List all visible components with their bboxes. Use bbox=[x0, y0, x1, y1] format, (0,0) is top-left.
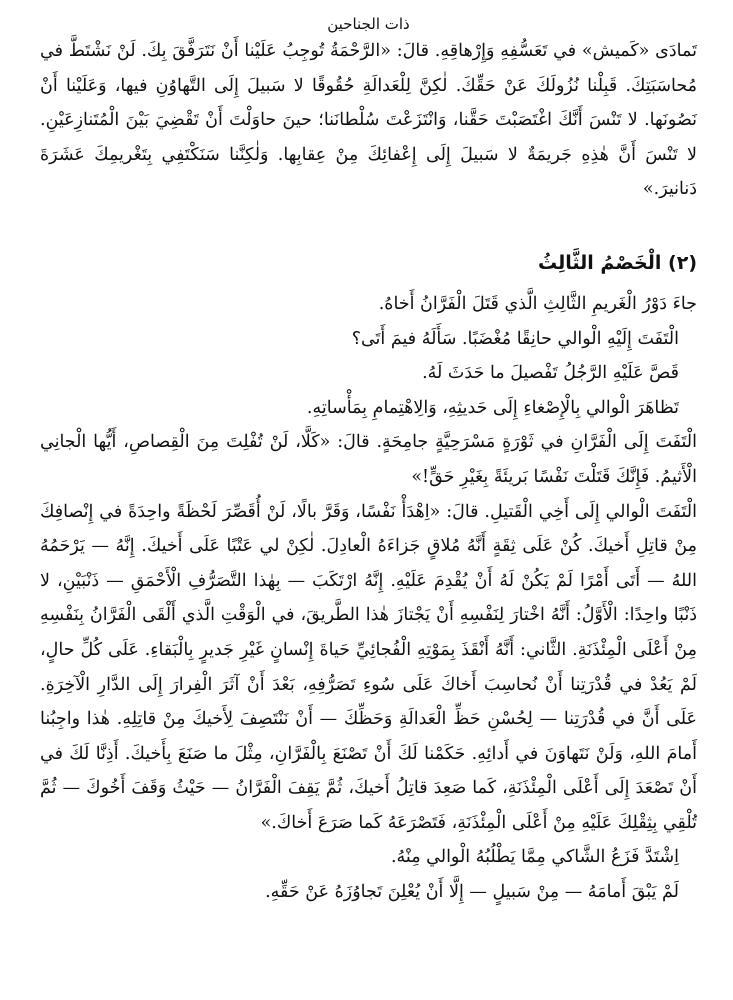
paragraph: قَصَّ عَلَيْهِ الرَّجُلُ تَفْصيلَ ما حَدَثَ لَهُ. bbox=[422, 363, 679, 384]
paragraph: جاءَ دَوْرُ الْغَريمِ الثَّالِثِ الَّذي قَتَلَ الْفَرَّانُ أَخاهُ. bbox=[378, 293, 697, 314]
paragraph: اِشْتَدَّ فَزَعُ الشَّاكي مِمَّا يَطْلُبُهُ الْوالي مِنْهُ. bbox=[390, 847, 679, 868]
paragraph: الْتَفَتَ الْوالي إِلَى أَخِي الْقَتيلِ. قالَ: «اِهْدَأْ نَفْسًا، وَقَرَّ بالًا، لَنْ أُقَصِّرَ لَحْظَةً واحِدَةً في إِنْصافِكَ مِنْ قاتِلِ أَخيكَ. كُنْ عَلَى ثِقَةٍ أَنَّهُ مُلاقٍ جَزاءَهُ الْعادِلَ. لٰكِنْ لي عَتْبًا عَلَى أَخيكَ. إِنَّهُ — يَرْحَمُهُ اللهُ — أَتَى أَمْرًا لَمْ يَكُنْ لَهُ أَنْ يُقْدِمَ عَلَيْهِ. إِنَّهُ ارْتَكَبَ — بِهٰذا التَّصَرُّفِ الْأَحْمَقِ — ذَنْبَيْنِ، لا ذَنْبًا واحِدًا: الْأَوَّلُ: أَنَّهُ اخْتارَ لِنَفْسِهِ أَنْ يَجْتازَ هٰذا الطَّريقَ، في الْوَقْتِ الَّذي أَلْقَى الْفَرَّانُ بِنَفْسِهِ مِنْ أَعْلَى الْمِئْذَنَةِ. الثَّاني: أَنَّهُ أَنْقَذَ بِمَوْتِهِ الْفُجائِيِّ حَياةَ إِنْسانٍ غَيْرِ جَديرٍ بِالْبَقاءِ. عَلَى كُلِّ حالٍ، لَمْ يَعُدْ في قُدْرَتِنا أَنْ نُحاسِبَ أَخاكَ عَلَى سُوءِ تَصَرُّفِهِ، بَعْدَ أَنْ آثَرَ الْفِرارَ إِلَى الدَّارِ الْآخِرَةِ. عَلَى أَنَّ في قُدْرَتِنا — لِحُسْنِ حَظِّ الْعَدالَةِ وَحَظِّكَ — أَنْ نَنْتَصِفَ لِأَخيكَ مِنْ قاتِلِهِ. هٰذا واجِبُنا أَمامَ اللهِ، وَلَنْ نَتَهاوَنَ في أَدائِهِ. حَكَمْنا لَكَ أَنْ تَصْنَعَ بِالْفَرَّانِ، مِثْلَ ما صَنَعَ بِأَخيكَ. أَذِنَّا لَكَ في أَنْ تَصْعَدَ إِلَى أَعْلَى الْمِئْذَنَةِ، كَما صَعِدَ قاتِلُ أَخيكَ، ثُمَّ يَقِفَ الْفَرَّانُ — حَيْثُ وَقَفَ أَخُوكَ — ثُمَّ تُلْقِي بِثِقْلِكَ عَلَيْهِ مِنْ أَعْلَى الْمِئْذَنَةِ، فَتَصْرَعَهُ كَما صَرَعَ أَخاكَ.» bbox=[40, 501, 697, 833]
page-body bbox=[40, 34, 697, 910]
paragraph: الْتَفَتَ إِلَى الْفَرَّانِ في ثَوْرَةٍ مَسْرَحِيَّةٍ جامِحَةٍ. قالَ: «كَلَّا، لَنْ تُفْلِتَ مِنَ الْقِصاصِ، أَيُّها الْجانِي الْأَثيمُ. فَإِنَّكَ قَتَلْتَ نَفْسًا بَريئَةً بِغَيْرِ حَقٍّ!» bbox=[40, 432, 697, 487]
running-header: ذات الجناحين bbox=[327, 15, 410, 33]
paragraph: لَمْ يَبْقَ أَمامَهُ — مِنْ سَبيلٍ — إِلَّا أَنْ يُعْلِنَ تَجاوُزَهُ عَنْ حَقِّهِ. bbox=[265, 882, 679, 903]
section-heading: (٢) الْخَصْمُ الثَّالِثُ bbox=[538, 251, 697, 274]
paragraph: تَمادَى «كَميش» في تَعَسُّفِهِ وَإِرْهاقِهِ. قالَ: «الرَّحْمَةُ تُوجِبُ عَلَيْنا أَنْ نَتَرَفَّقَ بِكَ. لَنْ نَشْتَطَّ في مُحاسَبَتِكَ. قَبِلْنا نُزُولَكَ عَنْ حَقِّكَ. لٰكِنَّ لِلْعَدالَةِ حُقُوقًا لا سَبيلَ إِلَى التَّهاوُنِ فيها، وَعَلَيْنا أَنْ نَصُونَها. لا تَنْسَ أَنَّكَ اغْتَصَبْتَ حَقَّنا، وَانْتَزَعْتَ سُلْطانَنا؛ حينَ حاوَلْتَ أَنْ تَقْضِيَ بَيْنَ الْمُتَنازِعَيْنِ. لا تَنْسَ أَنَّ هٰذِهِ جَريمَةٌ لا سَبيلَ إِلَى إِعْفائِكَ مِنْ عِقابِها. وَلٰكِنَّنا سَنَكْتَفِي بِتَغْريمِكَ عَشَرَةَ دَنانيرَ.» bbox=[40, 41, 697, 200]
paragraph: تَظاهَرَ الْوالي بِالْإِصْغاءِ إِلَى حَديثِهِ، وَالِاهْتِمامِ بِمَأْساتِهِ. bbox=[306, 397, 679, 418]
paragraph: الْتَفَتَ إِلَيْهِ الْوالي حانِقًا مُغْضَبًا. سَأَلَهُ فيمَ أَتَى؟ bbox=[351, 328, 679, 349]
section-gap bbox=[40, 207, 697, 237]
